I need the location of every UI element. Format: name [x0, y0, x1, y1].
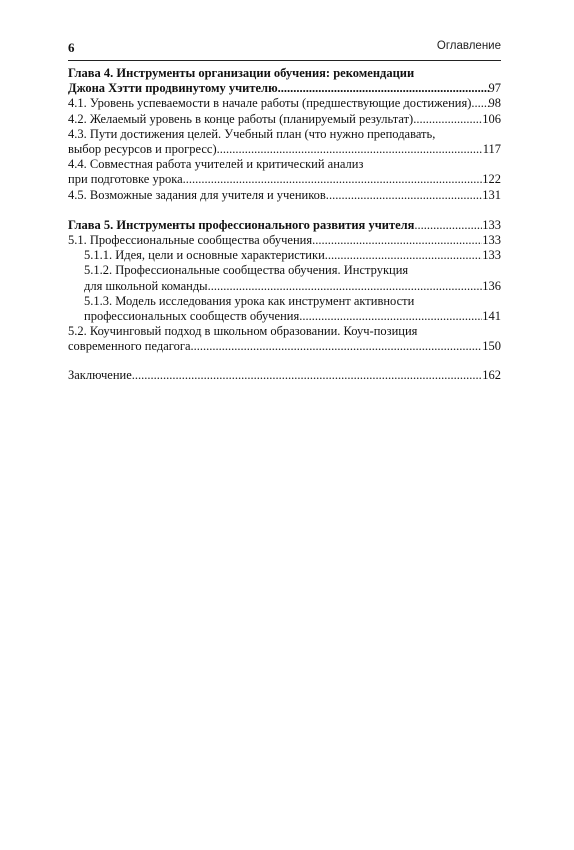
dot-leader: [211, 279, 483, 294]
toc-entry-5-2[interactable]: современного педагога ..... 150: [68, 339, 501, 354]
toc-page-number: 141: [482, 309, 501, 324]
toc-page-number: 136: [482, 278, 501, 293]
toc-page-number: 133: [482, 233, 501, 248]
dot-leader: [414, 218, 482, 233]
toc-entry-5-1-2[interactable]: для школьной команды. ..... 136: [68, 279, 501, 294]
dot-leader: [191, 339, 483, 354]
toc-page-number: 131: [482, 187, 501, 202]
toc-page-number: 150: [482, 339, 501, 354]
toc-page-number: 133: [482, 217, 501, 232]
toc-entry-4-1[interactable]: 4.1. Уровень успеваемости в начале работы (предшествующие достижения) ..... 98: [68, 96, 501, 111]
toc-entry-4-4[interactable]: при подготовке урока. ..... 122: [68, 172, 501, 187]
spacer: [68, 203, 501, 218]
running-title: Оглавление: [436, 40, 501, 52]
toc-entry-5-1-1[interactable]: 5.1.1. Идея, цели и основные характеристики. ..... 133: [68, 248, 501, 263]
table-of-contents: [68, 66, 501, 383]
dot-leader: [302, 309, 482, 324]
spacer: [68, 355, 501, 368]
toc-entry-4-2[interactable]: 4.2. Желаемый уровень в конце работы (планируемый результат). ..... 106: [68, 112, 501, 127]
dot-leader: [315, 233, 482, 248]
toc-entry-4-3-line1: 4.3. Пути достижения целей. Учебный план (что нужно преподавать,: [68, 126, 436, 141]
toc-chapter4-title-line1: Глава 4. Инструменты организации обучения: рекомендации: [68, 66, 415, 80]
page-header: [68, 40, 501, 56]
toc-page-number: 133: [482, 248, 501, 263]
dot-leader: [217, 142, 483, 157]
toc-chapter4-title-line2[interactable]: Джона Хэтти продвинутому учителю ..... 97: [68, 81, 501, 96]
dot-leader: [186, 172, 482, 187]
header-rule: [68, 60, 501, 61]
dot-leader: [329, 188, 482, 203]
dot-leader: [328, 248, 482, 263]
dot-leader: [416, 112, 482, 127]
toc-conclusion[interactable]: Заключение. ..... 162: [68, 368, 501, 383]
dot-leader: [135, 368, 482, 383]
toc-entry-5-1[interactable]: 5.1. Профессиональные сообщества обучения. ..... 133: [68, 233, 501, 248]
page-number: 6: [68, 40, 75, 55]
toc-page-number: 106: [482, 111, 501, 126]
dot-leader: [471, 96, 488, 111]
dot-leader: [278, 81, 489, 96]
toc-entry-4-4-line1: 4.4. Совместная работа учителей и критический анализ: [68, 157, 364, 172]
toc-entry-5-1-3[interactable]: профессиональных сообществ обучения. ..... 141: [68, 309, 501, 324]
toc-entry-4-3[interactable]: выбор ресурсов и прогресс) ..... 117: [68, 142, 501, 157]
toc-page-number: 98: [488, 96, 501, 111]
toc-page-number: 97: [488, 81, 501, 96]
toc-entry-5-2-line1: 5.2. Коучинговый подход в школьном образовании. Коуч-позиция: [68, 324, 418, 339]
toc-chapter5-title[interactable]: Глава 5. Инструменты профессионального развития учителя ..... 133: [68, 218, 501, 233]
toc-entry-4-5[interactable]: 4.5. Возможные задания для учителя и учеников. ..... 131: [68, 188, 501, 203]
toc-entry-5-1-3-line1: 5.1.3. Модель исследования урока как инструмент активности: [84, 293, 415, 308]
toc-page-number: 122: [482, 172, 501, 187]
toc-entry-5-1-2-line1: 5.1.2. Профессиональные сообщества обучения. Инструкция: [84, 263, 409, 278]
toc-page-number: 162: [482, 367, 501, 382]
toc-page-number: 117: [482, 142, 501, 157]
